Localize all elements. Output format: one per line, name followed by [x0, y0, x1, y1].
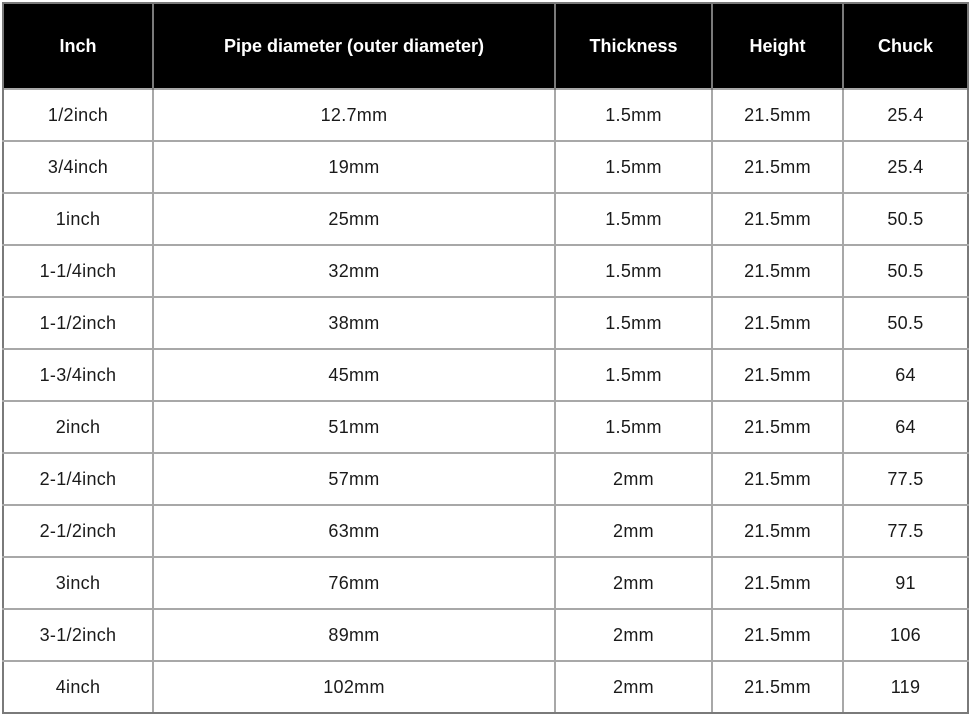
table-row: [3, 245, 968, 297]
cell-thickness: 2mm: [555, 661, 712, 713]
cell-thickness: 2mm: [555, 505, 712, 557]
cell-chuck: 77.5: [843, 505, 968, 557]
cell-chuck: 25.4: [843, 141, 968, 193]
cell-height: 21.5mm: [712, 505, 843, 557]
cell-thickness: 2mm: [555, 609, 712, 661]
cell-pipe-diameter: 89mm: [153, 609, 555, 661]
cell-chuck: 50.5: [843, 245, 968, 297]
table-body: [3, 89, 968, 713]
cell-chuck: 64: [843, 401, 968, 453]
header-pipe-diameter: Pipe diameter (outer diameter): [153, 3, 555, 89]
cell-inch: 1-1/2inch: [3, 297, 153, 349]
cell-pipe-diameter: 102mm: [153, 661, 555, 713]
table-row: [3, 141, 968, 193]
cell-pipe-diameter: 12.7mm: [153, 89, 555, 141]
cell-chuck: 64: [843, 349, 968, 401]
cell-inch: 4inch: [3, 661, 153, 713]
cell-height: 21.5mm: [712, 349, 843, 401]
cell-pipe-diameter: 38mm: [153, 297, 555, 349]
cell-pipe-diameter: 63mm: [153, 505, 555, 557]
table-row: [3, 609, 968, 661]
cell-inch: 3-1/2inch: [3, 609, 153, 661]
cell-chuck: 50.5: [843, 297, 968, 349]
cell-thickness: 1.5mm: [555, 193, 712, 245]
cell-inch: 2inch: [3, 401, 153, 453]
table-row: [3, 401, 968, 453]
cell-pipe-diameter: 51mm: [153, 401, 555, 453]
cell-inch: 1inch: [3, 193, 153, 245]
table-header: [3, 3, 968, 89]
cell-height: 21.5mm: [712, 453, 843, 505]
cell-chuck: 91: [843, 557, 968, 609]
cell-chuck: 50.5: [843, 193, 968, 245]
cell-chuck: 106: [843, 609, 968, 661]
cell-pipe-diameter: 76mm: [153, 557, 555, 609]
cell-inch: 2-1/4inch: [3, 453, 153, 505]
cell-thickness: 2mm: [555, 453, 712, 505]
cell-height: 21.5mm: [712, 401, 843, 453]
table-row: [3, 557, 968, 609]
cell-height: 21.5mm: [712, 609, 843, 661]
cell-inch: 2-1/2inch: [3, 505, 153, 557]
cell-height: 21.5mm: [712, 141, 843, 193]
cell-pipe-diameter: 25mm: [153, 193, 555, 245]
cell-chuck: 77.5: [843, 453, 968, 505]
pipe-spec-table: [2, 2, 969, 714]
table-row: [3, 193, 968, 245]
table-row: [3, 453, 968, 505]
cell-thickness: 1.5mm: [555, 401, 712, 453]
cell-pipe-diameter: 32mm: [153, 245, 555, 297]
cell-inch: 3inch: [3, 557, 153, 609]
cell-thickness: 1.5mm: [555, 349, 712, 401]
cell-pipe-diameter: 19mm: [153, 141, 555, 193]
cell-chuck: 119: [843, 661, 968, 713]
cell-height: 21.5mm: [712, 193, 843, 245]
cell-chuck: 25.4: [843, 89, 968, 141]
header-row: [3, 3, 968, 89]
table-row: [3, 349, 968, 401]
header-inch: Inch: [3, 3, 153, 89]
cell-height: 21.5mm: [712, 245, 843, 297]
cell-inch: 1/2inch: [3, 89, 153, 141]
cell-height: 21.5mm: [712, 89, 843, 141]
cell-inch: 3/4inch: [3, 141, 153, 193]
header-height: Height: [712, 3, 843, 89]
cell-pipe-diameter: 57mm: [153, 453, 555, 505]
spec-table-container: [2, 2, 967, 714]
cell-height: 21.5mm: [712, 557, 843, 609]
table-row: [3, 297, 968, 349]
table-row: [3, 505, 968, 557]
table-row: [3, 661, 968, 713]
header-chuck: Chuck: [843, 3, 968, 89]
cell-thickness: 1.5mm: [555, 89, 712, 141]
header-thickness: Thickness: [555, 3, 712, 89]
cell-height: 21.5mm: [712, 297, 843, 349]
cell-thickness: 1.5mm: [555, 141, 712, 193]
cell-thickness: 2mm: [555, 557, 712, 609]
cell-thickness: 1.5mm: [555, 297, 712, 349]
cell-pipe-diameter: 45mm: [153, 349, 555, 401]
cell-inch: 1-3/4inch: [3, 349, 153, 401]
table-row: [3, 89, 968, 141]
cell-inch: 1-1/4inch: [3, 245, 153, 297]
cell-thickness: 1.5mm: [555, 245, 712, 297]
cell-height: 21.5mm: [712, 661, 843, 713]
